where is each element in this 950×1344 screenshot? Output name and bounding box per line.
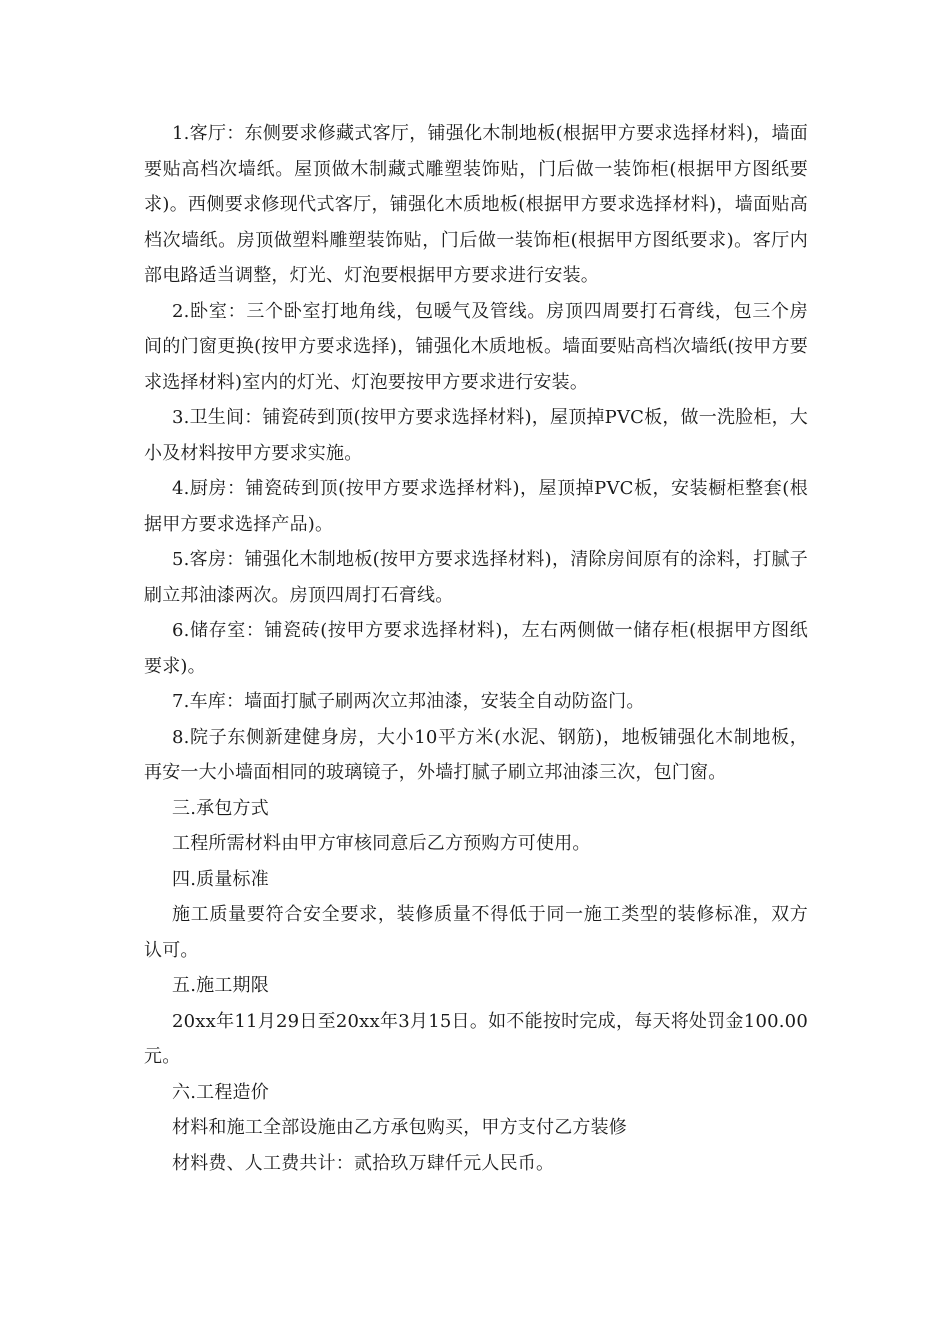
clause-storage-room: 6.储存室：铺瓷砖(按甲方要求选择材料)，左右两侧做一储存柜(根据甲方图纸要求)。: [144, 620, 808, 677]
section-heading-construction-period: 五.施工期限: [172, 975, 269, 996]
section-heading-quality-standard: 四.质量标准: [172, 868, 269, 890]
clause-bedroom: 2.卧室：三个卧室打地角线，包暖气及管线。房顶四周要打石膏线，包三个房间的门窗更换(按甲方要求选择)，铺强化木质地板。墙面要贴高档次墙纸(按甲方要求选择材料)室内的灯光、灯泡要按甲方要求进行安装。: [144, 300, 808, 393]
quality-standard-text: 施工质量要符合安全要求，装修质量不得低于同一施工类型的装修标准，双方认可。: [144, 904, 808, 961]
clause-bathroom: 3.卫生间：铺瓷砖到顶(按甲方要求选择材料)，屋顶掉PVC板，做一洗脸柜，大小及材料按甲方要求实施。: [144, 407, 808, 464]
section-heading-project-cost: 六.工程造价: [172, 1081, 269, 1103]
project-cost-text: 材料和施工全部设施由乙方承包购买，甲方支付乙方装修: [172, 1117, 627, 1138]
clause-garage: 7.车库：墙面打腻子刷两次立邦油漆，安装全自动防盗门。: [172, 691, 645, 712]
section-heading-contract-method: 三.承包方式: [172, 797, 269, 819]
construction-period-text: 20xx年11月29日至20xx年3月15日。如不能按时完成，每天将处罚金100.00元。: [144, 1010, 808, 1067]
clause-guest-room: 5.客房：铺强化木制地板(按甲方要求选择材料)，清除房间原有的涂料，打腻子刷立邦油漆两次。房顶四周打石膏线。: [144, 549, 808, 606]
clause-living-room: 1.客厅：东侧要求修藏式客厅，铺强化木制地板(根据甲方要求选择材料)，墙面要贴高档次墙纸。屋顶做木制藏式雕塑装饰贴，门后做一装饰柜(根据甲方图纸要求)。西侧要求修现代式客厅，铺强化木质地板(根据甲方要求选择材料)，墙面贴高档次墙纸。房顶做塑料雕塑装饰贴，门后做一装饰柜(根据甲方图纸要求)。客厅内部电路适当调整，灯光、灯泡要根据甲方要求进行安装。: [144, 123, 808, 286]
document-body: [144, 116, 808, 1181]
project-cost-total: 材料费、人工费共计：贰拾玖万肆仟元人民币。: [172, 1152, 555, 1174]
clause-gym: 8.院子东侧新建健身房，大小10平方米(水泥、钢筋)，地板铺强化木制地板，再安一大小墙面相同的玻璃镜子，外墙打腻子刷立邦油漆三次，包门窗。: [144, 726, 808, 783]
clause-kitchen: 4.厨房：铺瓷砖到顶(按甲方要求选择材料)，屋顶掉PVC板，安装橱柜整套(根据甲方要求选择产品)。: [144, 478, 808, 535]
contract-method-text: 工程所需材料由甲方审核同意后乙方预购方可使用。: [172, 833, 591, 854]
